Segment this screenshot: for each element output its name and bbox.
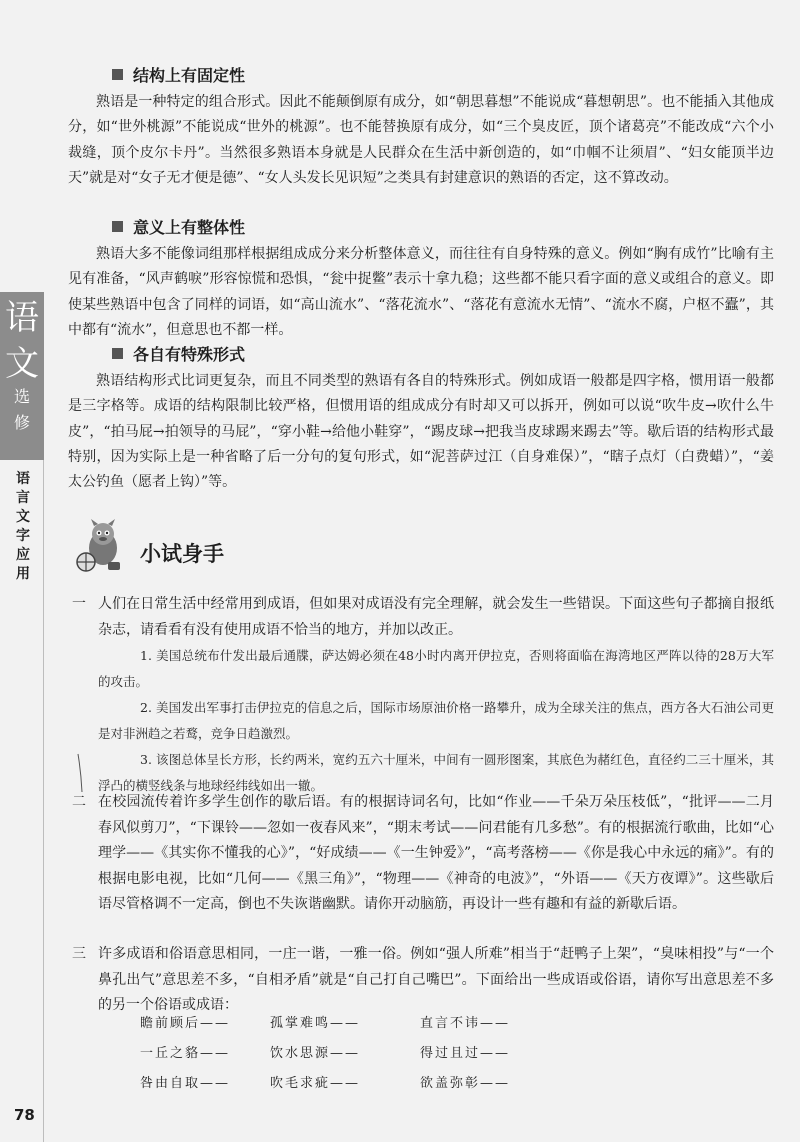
section-heading-1: [112, 66, 245, 86]
side-tab-char-1: 语: [5, 298, 39, 338]
question-number-2: 二: [72, 794, 86, 810]
side-tab-char-2: 文: [5, 344, 39, 384]
section-heading-text: 结构上有固定性: [133, 66, 246, 85]
question-text-3: 许多成语和俗语意思相同，一庄一谐，一雅一俗。例如“强人所难”相当于“赶鸭子上架”，“臭味相投”与“一个鼻孔出气”意思差不多，“自相矛盾”就是“自己打自己嘴巴”。下面给出一些成语或俗语，请你写出意思差不多的另一个俗语或成语：: [98, 946, 774, 1013]
idiom-item: 一丘之貉——: [140, 1046, 231, 1061]
idiom-item: 饮水思源——: [270, 1046, 361, 1061]
section-paragraph-1: 熟语是一种特定的组合形式。因此不能颠倒原有成分，如“朝思暮想”不能说成“暮想朝思”。也不能插入其他成分，如“世外桃源”不能说成“世外的桃源”。也不能替换原有成分，如“三个臭皮匠，顶个诸葛亮”不能改成“六个小裁缝，顶个皮尔卡丹”。当然很多熟语本身就是人民群众在生活中新创造的，如“巾帼不让须眉”、“妇女能顶半边天”就是对“女子无才便是德”、“女人头发长见识短”之类具有封建意识的熟语的否定，这不算改动。: [68, 94, 774, 186]
question-number-1: 一: [72, 596, 86, 612]
idiom-item: 孤掌难鸣——: [270, 1016, 361, 1031]
idiom-item: 咎由自取——: [140, 1076, 231, 1091]
square-bullet-icon: [112, 348, 123, 359]
side-subtitle: 语言文字应用: [16, 471, 30, 582]
idiom-item: 瞻前顾后——: [140, 1016, 231, 1031]
square-bullet-icon: [112, 221, 123, 232]
section-heading-text: 意义上有整体性: [133, 218, 246, 237]
idiom-item: 直言不讳——: [420, 1016, 511, 1031]
question-1-item-2: 2. 美国发出军事打击伊拉克的信息之后，国际市场原油价格一路攀升，成为全球关注的焦点，西方各大石油公司更是对非洲趋之若鹜，竞争日趋激烈。: [98, 700, 774, 741]
side-tab-char-4: 修: [13, 413, 30, 432]
exercise-title: 小试身手: [140, 542, 224, 566]
question-1-item-1: 1. 美国总统布什发出最后通牒，萨达姆必须在48小时内离开伊拉克，否则将面临在海湾地区严阵以待的28万大军的攻击。: [98, 648, 774, 689]
cartoon-mascot-icon: [72, 516, 132, 576]
square-bullet-icon: [112, 69, 123, 80]
question-number-3: 三: [72, 946, 86, 962]
idiom-item: 吹毛求疵——: [270, 1076, 361, 1091]
side-tab-char-3: 选: [13, 387, 30, 406]
page-number: 78: [14, 1106, 35, 1124]
section-heading-3: [112, 345, 245, 365]
pen-mark-icon: [76, 752, 84, 794]
question-1-item-3: 3. 该图总体呈长方形，长约两米，宽约五六十厘米，中间有一圆形图案，其底色为赭红色，直径约二三十厘米，其浮凸的横竖线条与地球经纬线如出一辙。: [98, 752, 774, 793]
section-heading-2: [112, 218, 245, 238]
side-tab: [0, 292, 44, 460]
section-heading-text: 各自有特殊形式: [133, 345, 246, 364]
idiom-item: 得过且过——: [420, 1046, 511, 1061]
idiom-item: 欲盖弥彰——: [420, 1076, 511, 1091]
section-paragraph-2: 熟语大多不能像词组那样根据组成成分来分析整体意义，而往往有自身特殊的意义。例如“胸有成竹”比喻有主见有准备，“风声鹤唳”形容惊慌和恐惧，“瓮中捉鳖”表示十拿九稳；这些都不能只看字面的意义或组合的意义。即使某些熟语中包含了同样的词语，如“高山流水”、“落花流水”、“落花有意流水无情”、“流水不腐，户枢不蠹”，其中都有“流水”，但意思也不都一样。: [68, 246, 774, 338]
section-paragraph-3: 熟语结构形式比词更复杂，而且不同类型的熟语有各自的特殊形式。例如成语一般都是四字格，惯用语一般都是三字格等。成语的结构限制比较严格，但惯用语的组成成分有时却又可以拆开，例如可以说“吹牛皮→吹什么牛皮”，“拍马屁→拍领导的马屁”，“穿小鞋→给他小鞋穿”，“踢皮球→把我当皮球踢来踢去”等。歇后语的结构形式最特别，因为实际上是一种省略了后一分句的复句形式，如“泥菩萨过江（自身难保）”，“瞎子点灯（白费蜡）”，“姜太公钓鱼（愿者上钩）”等。: [68, 373, 774, 491]
question-text-2: 在校园流传着许多学生创作的歇后语。有的根据诗词名句，比如“作业——千朵万朵压枝低”，“批评——二月春风似剪刀”，“下课铃——忽如一夜春风来”，“期末考试——问君能有几多愁”。有的根据流行歌曲，比如“心理学——《其实你不懂我的心》”，“好成绩——《一生钟爱》”，“高考落榜——《你是我心中永远的痛》”。有的根据电影电视，比如“几何——《黑三角》”，“物理——《神奇的电波》”，“外语——《天方夜谭》”。这些歇后语尽管格调不一定高，倒也不失诙谐幽默。请你开动脑筋，再设计一些有趣和有益的新歇后语。: [98, 794, 774, 912]
question-text-1: 人们在日常生活中经常用到成语，但如果对成语没有完全理解，就会发生一些错误。下面这些句子都摘自报纸杂志，请看看有没有使用成语不恰当的地方，并加以改正。: [98, 596, 774, 638]
